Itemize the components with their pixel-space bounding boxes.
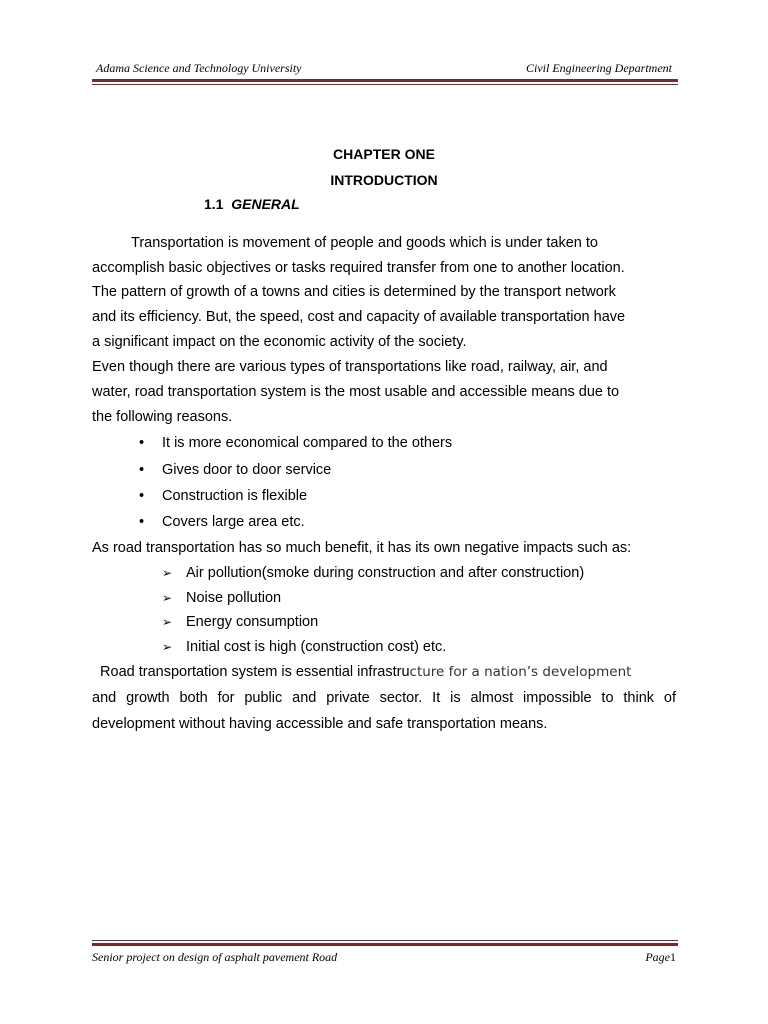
closing-line: development without having accessible and safe transportation means. xyxy=(92,716,548,732)
paragraph1-line: and its efficiency. But, the speed, cost and capacity of available transportation have xyxy=(92,309,626,325)
arrow-bullet-icon: ➢ xyxy=(162,591,173,605)
section-title: GENERAL xyxy=(231,196,300,212)
bullet-icon: • xyxy=(139,514,145,530)
arrow-bullet-icon: ➢ xyxy=(162,640,173,654)
list-item: ➢ Air pollution(smoke during construction and after construction) xyxy=(162,565,585,581)
paragraph1-line: The pattern of growth of a towns and cities is determined by the transport network xyxy=(92,284,616,300)
list-item: • It is more economical compared to the others xyxy=(139,435,453,451)
page-number: Page1 xyxy=(645,950,676,964)
paragraph1-line: a significant impact on the economic activity of the society. xyxy=(92,334,467,350)
paragraph2-line: the following reasons. xyxy=(92,409,233,425)
paragraph1-line: accomplish basic objectives or tasks required transfer from one to another location. xyxy=(92,260,625,276)
list-item: ➢ Energy consumption xyxy=(162,614,319,630)
header-department: Civil Engineering Department xyxy=(526,61,672,75)
list-item: • Construction is flexible xyxy=(139,488,308,504)
section-number: 1.1 xyxy=(204,196,224,212)
arrow-bullet-icon: ➢ xyxy=(162,566,173,580)
paragraph2-line: Even though there are various types of transportations like road, railway, air, and xyxy=(92,359,608,375)
arrow-bullet-icon: ➢ xyxy=(162,615,173,629)
bullet-icon: • xyxy=(139,488,145,504)
header-university: Adama Science and Technology University xyxy=(96,61,302,75)
closing-line: Road transportation system is essential infrastructure for a nation’s development xyxy=(92,664,632,680)
paragraph1-line: Transportation is movement of people and goods which is under taken to xyxy=(131,235,598,251)
footer-rule-thick xyxy=(92,943,678,946)
list-item: ➢ Initial cost is high (construction cost) etc. xyxy=(162,639,447,655)
impacts-intro: As road transportation has so much benefit, it has its own negative impacts such as: xyxy=(92,540,632,556)
header-rule-thin xyxy=(92,84,678,85)
header-rule-thick xyxy=(92,79,678,82)
footer-project: Senior project on design of asphalt pavement Road xyxy=(92,950,338,964)
closing-line: and growth both for public and private sector. It is almost impossible to think of xyxy=(92,690,676,706)
paragraph2-line: water, road transportation system is the most usable and accessible means due to xyxy=(92,384,620,400)
list-item: • Covers large area etc. xyxy=(139,514,305,530)
chapter-title: CHAPTER ONE xyxy=(333,146,435,162)
section-heading xyxy=(204,196,300,212)
footer-rule-thin xyxy=(92,940,678,941)
bullet-icon: • xyxy=(139,435,145,451)
list-item: • Gives door to door service xyxy=(139,462,332,478)
list-item: ➢ Noise pollution xyxy=(162,590,282,606)
chapter-subtitle: INTRODUCTION xyxy=(330,172,438,188)
bullet-icon: • xyxy=(139,462,145,478)
